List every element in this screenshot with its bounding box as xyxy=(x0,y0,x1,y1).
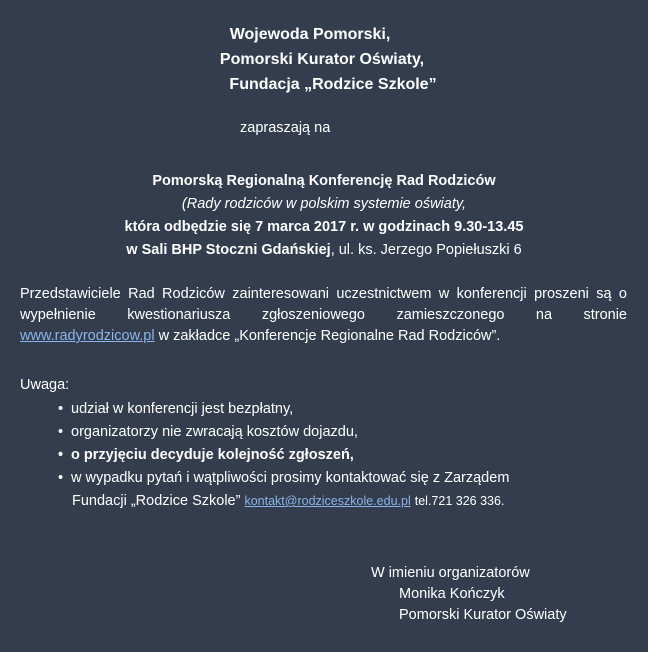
conference-title: Pomorską Regionalną Konferencję Rad Rodziców xyxy=(152,173,496,189)
email-link[interactable]: kontakt@rodziceszkole.edu.pl xyxy=(244,494,411,508)
organizer-voivode: Wojewoda Pomorski, xyxy=(229,26,391,43)
organizer-foundation: Fundacja „Rodzice Szkole” xyxy=(229,76,437,93)
note-item-free xyxy=(58,398,628,421)
note-text: organizatorzy nie zwracają kosztów dojazdu, xyxy=(71,424,358,440)
contact-prefix: Fundacji „Rodzice Szkole” xyxy=(72,493,241,509)
registration-text-1: Przedstawiciele Rad Rodziców zainteresowani uczestnictwem w konferencji proszeni są o wypełnienie kwestionariusza zgłoszeniowego zamieszczonego na stronie xyxy=(20,286,627,323)
note-item-travel xyxy=(58,421,628,444)
conference-subtitle: (Rady rodziców w polskim systemie oświaty, xyxy=(181,196,467,212)
venue-name: w Sali BHP Stoczni Gdańskiej xyxy=(126,242,331,258)
note-label: Uwaga: xyxy=(20,377,70,393)
signature-name: Monika Kończyk xyxy=(399,586,505,602)
conference-date: która odbędzie się 7 marca 2017 r. w godzinach 9.30-13.45 xyxy=(124,219,524,235)
signature-on-behalf: W imieniu organizatorów xyxy=(371,565,530,581)
conference-venue xyxy=(0,239,648,262)
registration-paragraph xyxy=(20,284,627,347)
signature-title: Pomorski Kurator Oświaty xyxy=(399,607,567,623)
organizers-heading xyxy=(0,22,648,97)
website-link[interactable]: www.radyrodzicow.pl xyxy=(20,328,155,344)
note-text: udział w konferencji jest bezpłatny, xyxy=(71,401,294,417)
signature-block xyxy=(371,563,567,626)
conference-info xyxy=(0,170,648,262)
phone-number: tel.721 326 336. xyxy=(414,494,505,508)
organizer-curator: Pomorski Kurator Oświaty, xyxy=(219,51,425,68)
note-text: w wypadku pytań i wątpliwości prosimy kontaktować się z Zarządem xyxy=(71,470,510,486)
note-item-contact xyxy=(58,467,628,513)
notes-list xyxy=(58,398,628,513)
contact-line xyxy=(71,490,628,513)
invite-text: zapraszają na xyxy=(240,120,331,136)
venue-address: , ul. ks. Jerzego Popiełuszki 6 xyxy=(330,242,522,258)
registration-text-2: w zakładce „Konferencje Regionalne Rad Rodziców”. xyxy=(154,328,501,344)
note-text: o przyjęciu decyduje kolejność zgłoszeń, xyxy=(71,447,354,463)
note-item-order xyxy=(58,444,628,467)
